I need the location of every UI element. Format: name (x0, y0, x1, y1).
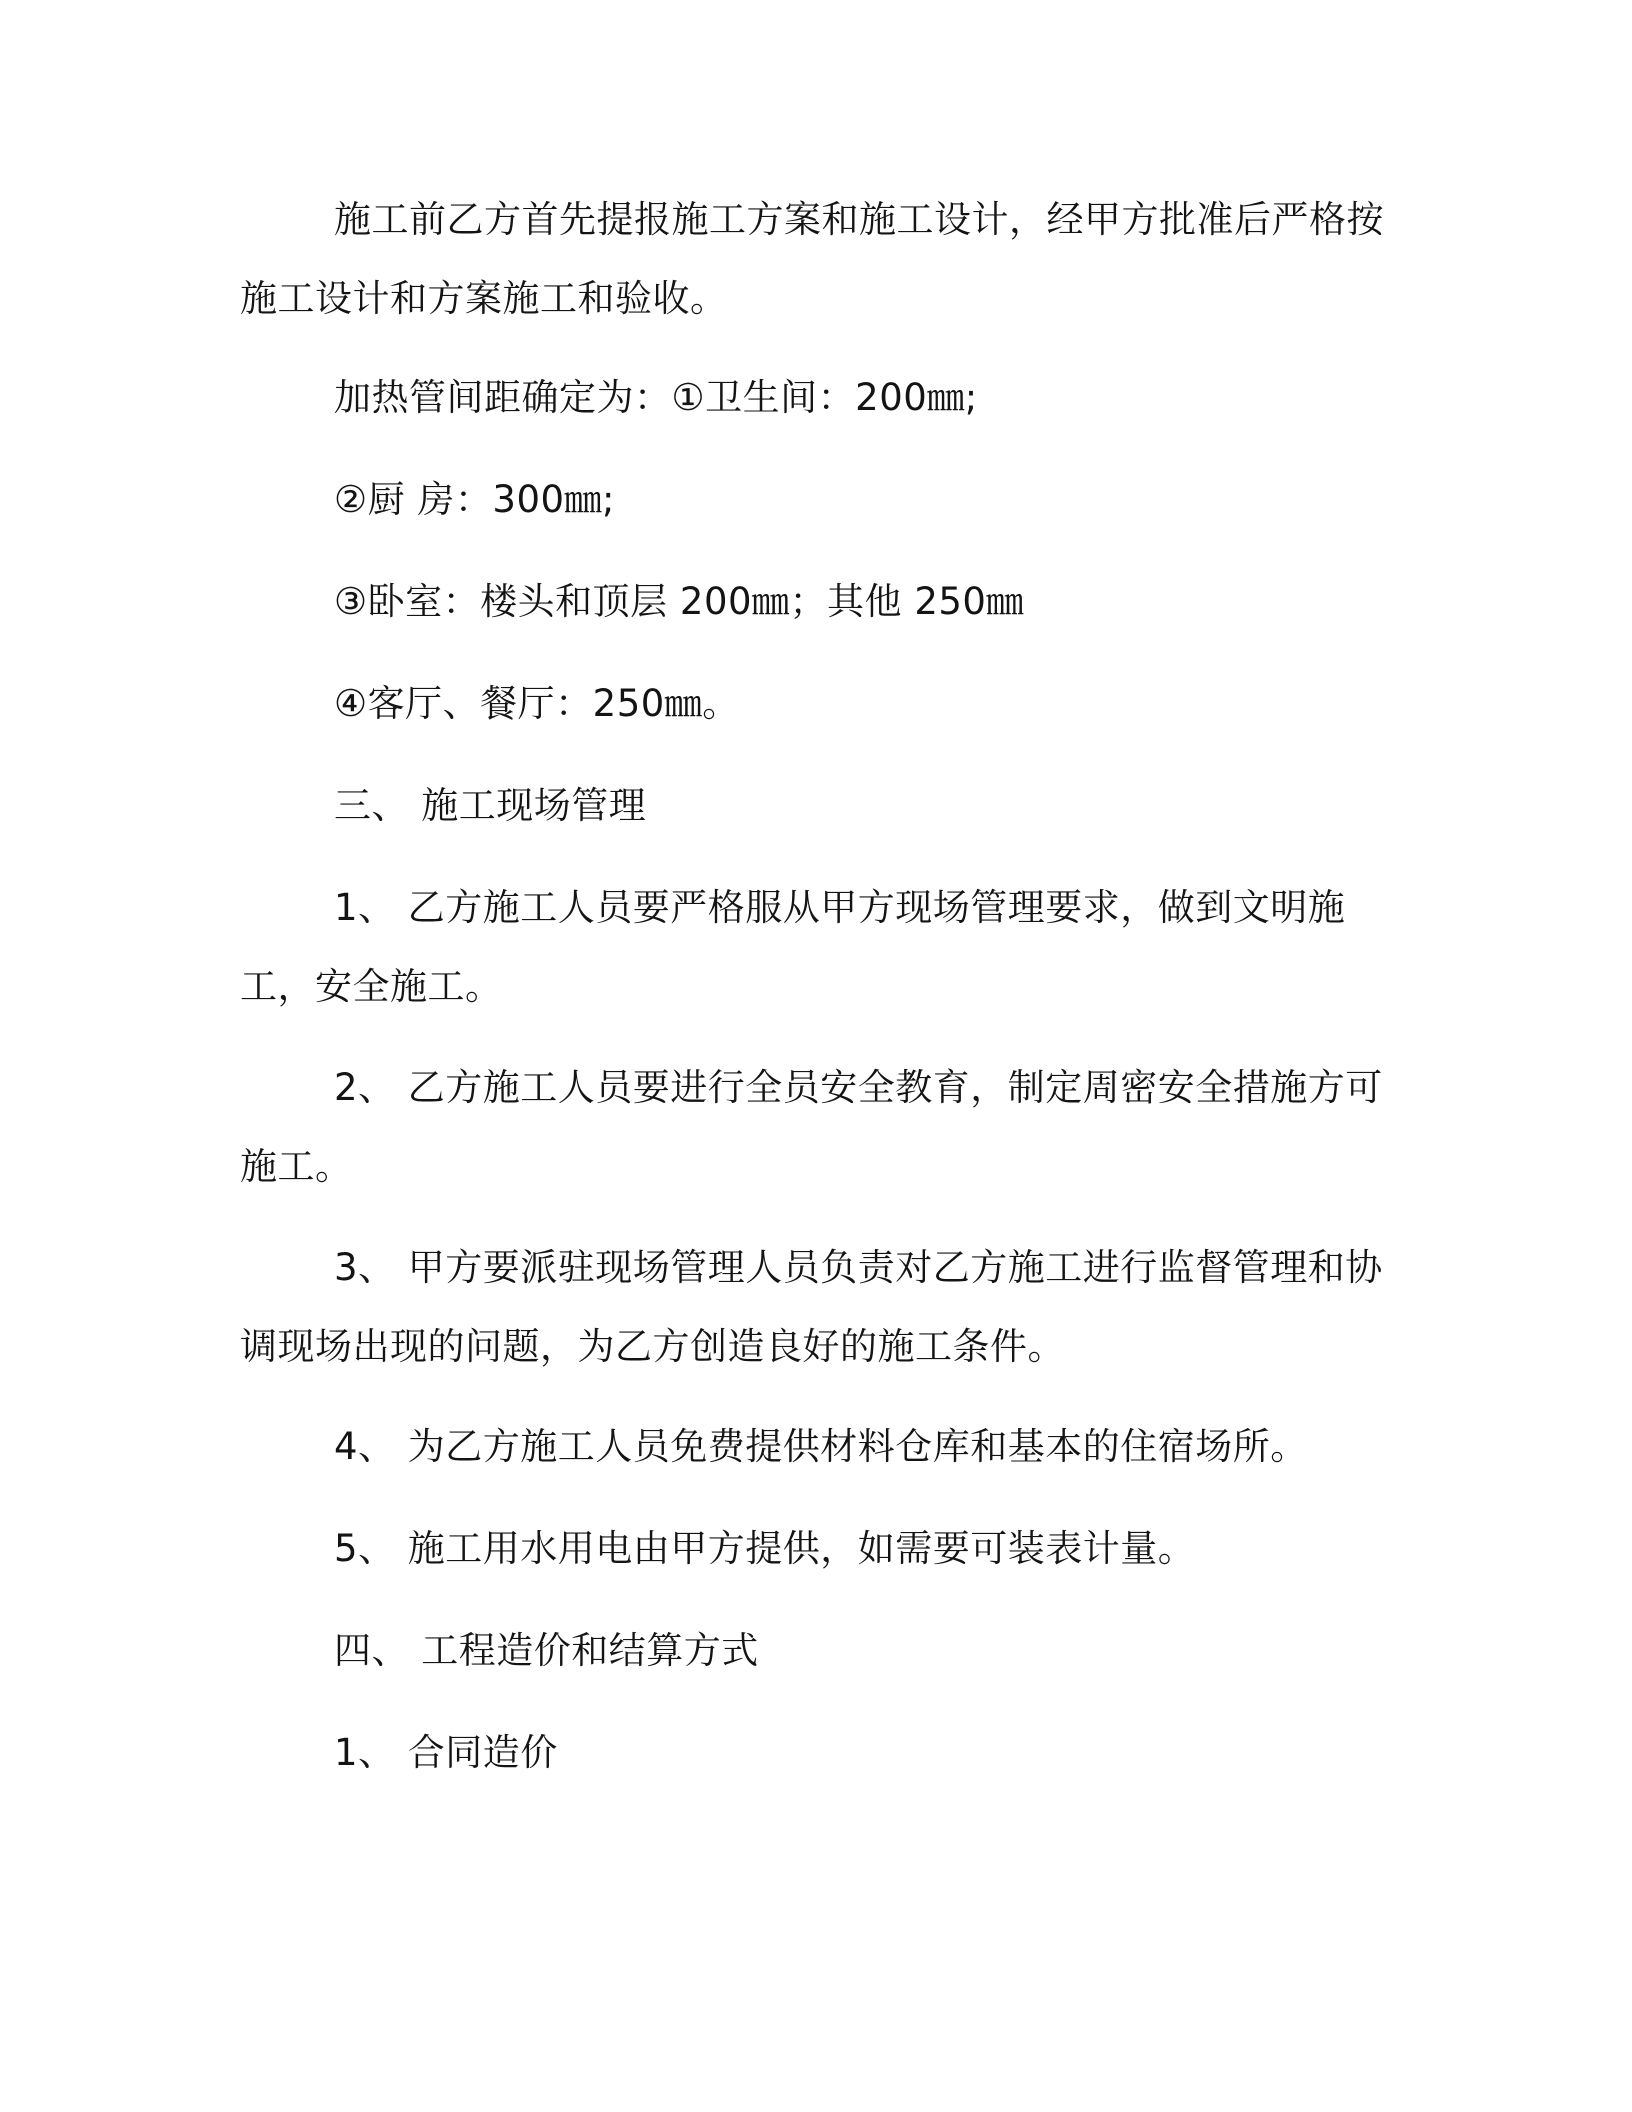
section-heading-cost-settlement: 四、 工程造价和结算方式 (334, 1629, 759, 1672)
paragraph-site-item-2: 2、 乙方施工人员要进行全员安全教育，制定周密安全措施方可施工。 (240, 1066, 1383, 1188)
paragraph-construction-plan: 施工前乙方首先提报施工方案和施工设计，经甲方批准后严格按施工设计和方案施工和验收。 (240, 198, 1384, 320)
paragraph-kitchen: ②厨 房：300㎜; (334, 478, 616, 521)
paragraph-living-dining: ④客厅、餐厅：250㎜。 (334, 682, 740, 725)
paragraph-site-item-4: 4、 为乙方施工人员免费提供材料仓库和基本的住宿场所。 (334, 1425, 1308, 1468)
paragraph-site-item-3: 3、 甲方要派驻现场管理人员负责对乙方施工进行监督管理和协调现场出现的问题，为乙方创造良好的施工条件。 (240, 1246, 1383, 1368)
paragraph-bedroom: ③卧室：楼头和顶层 200㎜；其他 250㎜ (334, 580, 1024, 623)
paragraph-site-item-5: 5、 施工用水用电由甲方提供，如需要可装表计量。 (334, 1527, 1196, 1570)
paragraph-pipe-spacing: 加热管间距确定为：①卫生间：200㎜; (334, 376, 978, 419)
section-heading-site-management: 三、 施工现场管理 (334, 784, 647, 827)
paragraph-contract-price: 1、 合同造价 (334, 1731, 558, 1774)
paragraph-site-item-1: 1、 乙方施工人员要严格服从甲方现场管理要求，做到文明施工，安全施工。 (240, 886, 1346, 1008)
